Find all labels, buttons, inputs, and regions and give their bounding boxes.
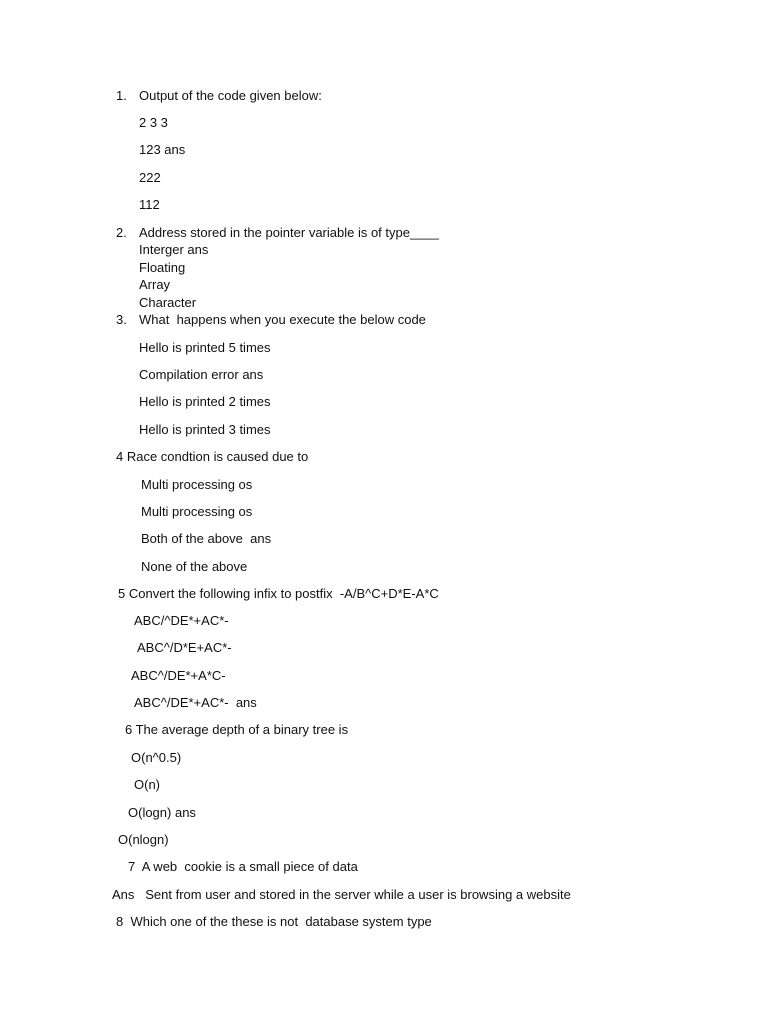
q3-option-3: Hello is printed 2 times — [139, 394, 271, 409]
q6-option-4: O(nlogn) — [118, 832, 169, 847]
q6-question: 6 The average depth of a binary tree is — [125, 722, 349, 737]
q2-question: Address stored in the pointer variable is of type____ — [139, 225, 439, 240]
q2-option-3: Array — [139, 277, 171, 292]
q5-question: 5 Convert the following infix to postfix -A/B^C+D*E-A*C — [118, 586, 439, 601]
q7-answer: Ans Sent from user and stored in the server while a user is browsing a website — [112, 887, 571, 902]
q1-option-1: 2 3 3 — [139, 115, 168, 130]
q5-option-3: ABC^/DE*+A*C- — [131, 668, 226, 683]
q2-option-1: Interger ans — [139, 242, 209, 257]
q4-option-1: Multi processing os — [141, 477, 253, 492]
q5-option-4: ABC^/DE*+AC*- ans — [134, 695, 257, 710]
q1-option-2: 123 ans — [139, 142, 186, 157]
q8-question: 8 Which one of the these is not database system type — [116, 914, 432, 929]
q6-option-3: O(logn) ans — [128, 805, 196, 820]
q1-question: Output of the code given below: — [139, 88, 322, 103]
q4-option-3: Both of the above ans — [141, 531, 272, 546]
q1-option-4: 112 — [139, 197, 160, 212]
q3-option-2: Compilation error ans — [139, 367, 264, 382]
q5-option-2: ABC^/D*E+AC*- — [137, 640, 232, 655]
q3-number: 3. — [116, 312, 127, 327]
q7-question: 7 A web cookie is a small piece of data — [128, 859, 358, 874]
q1-option-3: 222 — [139, 170, 161, 185]
q4-option-2: Multi processing os — [141, 504, 253, 519]
q3-option-4: Hello is printed 3 times — [139, 422, 271, 437]
q3-option-1: Hello is printed 5 times — [139, 340, 271, 355]
q6-option-1: O(n^0.5) — [131, 750, 182, 765]
q4-option-4: None of the above — [141, 559, 248, 574]
q1-number: 1. — [116, 88, 127, 103]
q3-question: What happens when you execute the below code — [139, 312, 426, 327]
q4-question: 4 Race condtion is caused due to — [116, 449, 309, 464]
q6-option-2: O(n) — [134, 777, 160, 792]
q2-option-2: Floating — [139, 260, 186, 275]
q2-number: 2. — [116, 225, 127, 240]
q2-option-4: Character — [139, 295, 197, 310]
q5-option-1: ABC/^DE*+AC*- — [134, 613, 229, 628]
